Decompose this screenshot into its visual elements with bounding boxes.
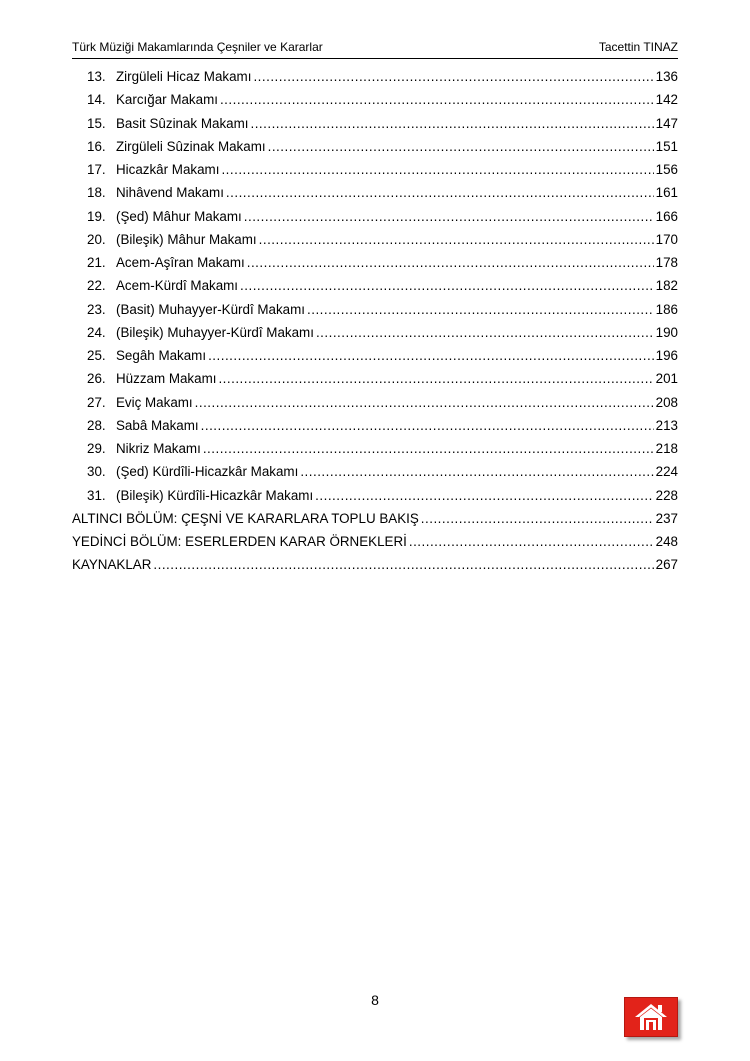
dot-leader (300, 464, 653, 479)
dot-leader (201, 418, 654, 433)
toc-entry-number: 20. (87, 231, 106, 247)
toc-entry-title: Hicazkâr Makamı (116, 162, 220, 177)
toc-entry-title: Nikriz Makamı (116, 441, 201, 456)
toc-entry[interactable] (72, 162, 678, 185)
dot-leader (268, 139, 654, 154)
toc-entry-title: Nihâvend Makamı (116, 185, 224, 201)
toc-entry-number: 26. (87, 371, 106, 387)
dot-leader (247, 255, 654, 270)
table-of-contents (72, 69, 678, 581)
toc-entry-title: Eviç Makamı (116, 394, 193, 410)
toc-section-seventh[interactable] (72, 534, 678, 557)
toc-entry-page: 151 (655, 138, 678, 154)
toc-entry[interactable] (72, 255, 678, 278)
dot-leader (244, 209, 654, 224)
toc-entry-number: 15. (87, 115, 106, 131)
toc-entry-number: 31. (87, 487, 106, 503)
toc-entry-number: 21. (87, 255, 106, 270)
toc-entry-title: (Şed) Mâhur Makamı (116, 208, 242, 224)
toc-entry-title: Hüzzam Makamı (116, 371, 217, 387)
toc-entry-page: 224 (655, 464, 678, 480)
toc-entry-title: (Şed) Kürdîli-Hicazkâr Makamı (116, 464, 299, 480)
toc-entry[interactable] (72, 348, 678, 371)
dot-leader (316, 325, 654, 340)
toc-section-references[interactable] (72, 557, 678, 580)
toc-entry-page: 208 (655, 394, 678, 410)
toc-entry-title: Acem-Kürdî Makamı (116, 278, 239, 294)
toc-entry[interactable] (72, 371, 678, 394)
dot-leader (307, 302, 654, 317)
toc-entry[interactable] (72, 302, 678, 325)
toc-entry-page: 166 (655, 208, 678, 224)
toc-entry-page: 182 (655, 278, 678, 294)
toc-entry-title: Karcığar Makamı (116, 92, 218, 108)
toc-entry[interactable] (72, 185, 678, 208)
toc-entry[interactable] (72, 464, 678, 487)
dot-leader (315, 488, 653, 503)
toc-entry-title: Segâh Makamı (116, 348, 207, 363)
toc-entry-page: 186 (655, 301, 678, 317)
toc-entry-page: 190 (655, 324, 678, 340)
dot-leader (153, 557, 653, 572)
dot-leader (195, 395, 654, 410)
dot-leader (259, 232, 654, 247)
toc-section-page: 248 (655, 534, 678, 549)
dot-leader (220, 92, 654, 107)
page-number: 8 (371, 992, 379, 1008)
toc-entry[interactable] (72, 488, 678, 511)
toc-entry-page: 201 (655, 371, 678, 387)
dot-leader (226, 185, 654, 200)
toc-entry[interactable] (72, 209, 678, 232)
toc-entry-title: Sabâ Makamı (116, 417, 199, 433)
toc-entry-number: 19. (87, 208, 106, 224)
dot-leader (409, 534, 654, 549)
dot-leader (250, 116, 653, 131)
dot-leader (203, 441, 654, 456)
toc-entry-page: 228 (655, 487, 678, 503)
document-title: Türk Müziği Makamlarında Çeşniler ve Kararlar (72, 40, 323, 54)
home-icon (633, 1002, 669, 1032)
toc-entry-title: (Basit) Muhayyer-Kürdî Makamı (116, 301, 306, 317)
toc-entry[interactable] (72, 441, 678, 464)
toc-entry-page: 142 (655, 92, 678, 108)
toc-section-page: 267 (655, 557, 678, 573)
toc-entry[interactable] (72, 418, 678, 441)
toc-entry-number: 14. (87, 92, 106, 108)
toc-entry-page: 147 (655, 115, 678, 131)
toc-entry-page: 170 (655, 231, 678, 247)
toc-entry-number: 28. (87, 417, 106, 433)
toc-section-title: KAYNAKLAR (72, 557, 152, 573)
toc-entry-page: 218 (655, 441, 678, 456)
toc-entry-page: 178 (655, 255, 678, 270)
toc-entry[interactable] (72, 325, 678, 348)
dot-leader (221, 162, 653, 177)
toc-section-title: YEDİNCİ BÖLÜM: ESERLERDEN KARAR ÖRNEKLERİ (72, 534, 407, 549)
home-button[interactable] (624, 997, 678, 1037)
toc-entry-number: 24. (87, 324, 106, 340)
toc-entry-number: 22. (87, 278, 106, 294)
toc-entry-title: (Bileşik) Mâhur Makamı (116, 231, 257, 247)
toc-entry-page: 213 (655, 417, 678, 433)
toc-entry[interactable] (72, 92, 678, 115)
toc-entry-page: 156 (655, 162, 678, 177)
toc-entry-title: (Bileşik) Muhayyer-Kürdî Makamı (116, 324, 314, 340)
toc-entry-number: 23. (87, 301, 106, 317)
toc-entry[interactable] (72, 116, 678, 139)
toc-entry-title: Acem-Aşîran Makamı (116, 255, 245, 270)
toc-entry-title: Basit Sûzinak Makamı (116, 115, 249, 131)
toc-entry-number: 16. (87, 138, 106, 154)
toc-entry-number: 18. (87, 185, 106, 201)
toc-entry-number: 25. (87, 348, 106, 363)
dot-leader (208, 348, 654, 363)
toc-entry-number: 30. (87, 464, 106, 480)
toc-entry[interactable] (72, 395, 678, 418)
dot-leader (421, 511, 654, 526)
dot-leader (240, 278, 654, 293)
toc-entry[interactable] (72, 69, 678, 92)
author-name: Tacettin TINAZ (598, 40, 678, 54)
toc-section-page: 237 (655, 510, 678, 526)
toc-section-sixth[interactable] (72, 511, 678, 534)
toc-entry-title: (Bileşik) Kürdîli-Hicazkâr Makamı (116, 487, 314, 503)
dot-leader (253, 69, 653, 84)
toc-entry-title: Zirgüleli Sûzinak Makamı (116, 138, 266, 154)
toc-entry-number: 17. (87, 162, 106, 177)
toc-entry[interactable] (72, 278, 678, 301)
toc-entry[interactable] (72, 232, 678, 255)
toc-entry-title: Zirgüleli Hicaz Makamı (116, 69, 252, 84)
toc-entry-number: 13. (87, 69, 106, 84)
toc-section-title: ALTINCI BÖLÜM: ÇEŞNİ VE KARARLARA TOPLU BAKIŞ (72, 510, 419, 526)
dot-leader (218, 371, 653, 386)
toc-entry-number: 27. (87, 394, 106, 410)
toc-entry-page: 196 (655, 348, 678, 363)
toc-entry-number: 29. (87, 441, 106, 456)
toc-entry-page: 161 (655, 185, 678, 201)
toc-entry[interactable] (72, 139, 678, 162)
page-header (72, 36, 678, 59)
toc-entry-page: 136 (655, 69, 678, 84)
